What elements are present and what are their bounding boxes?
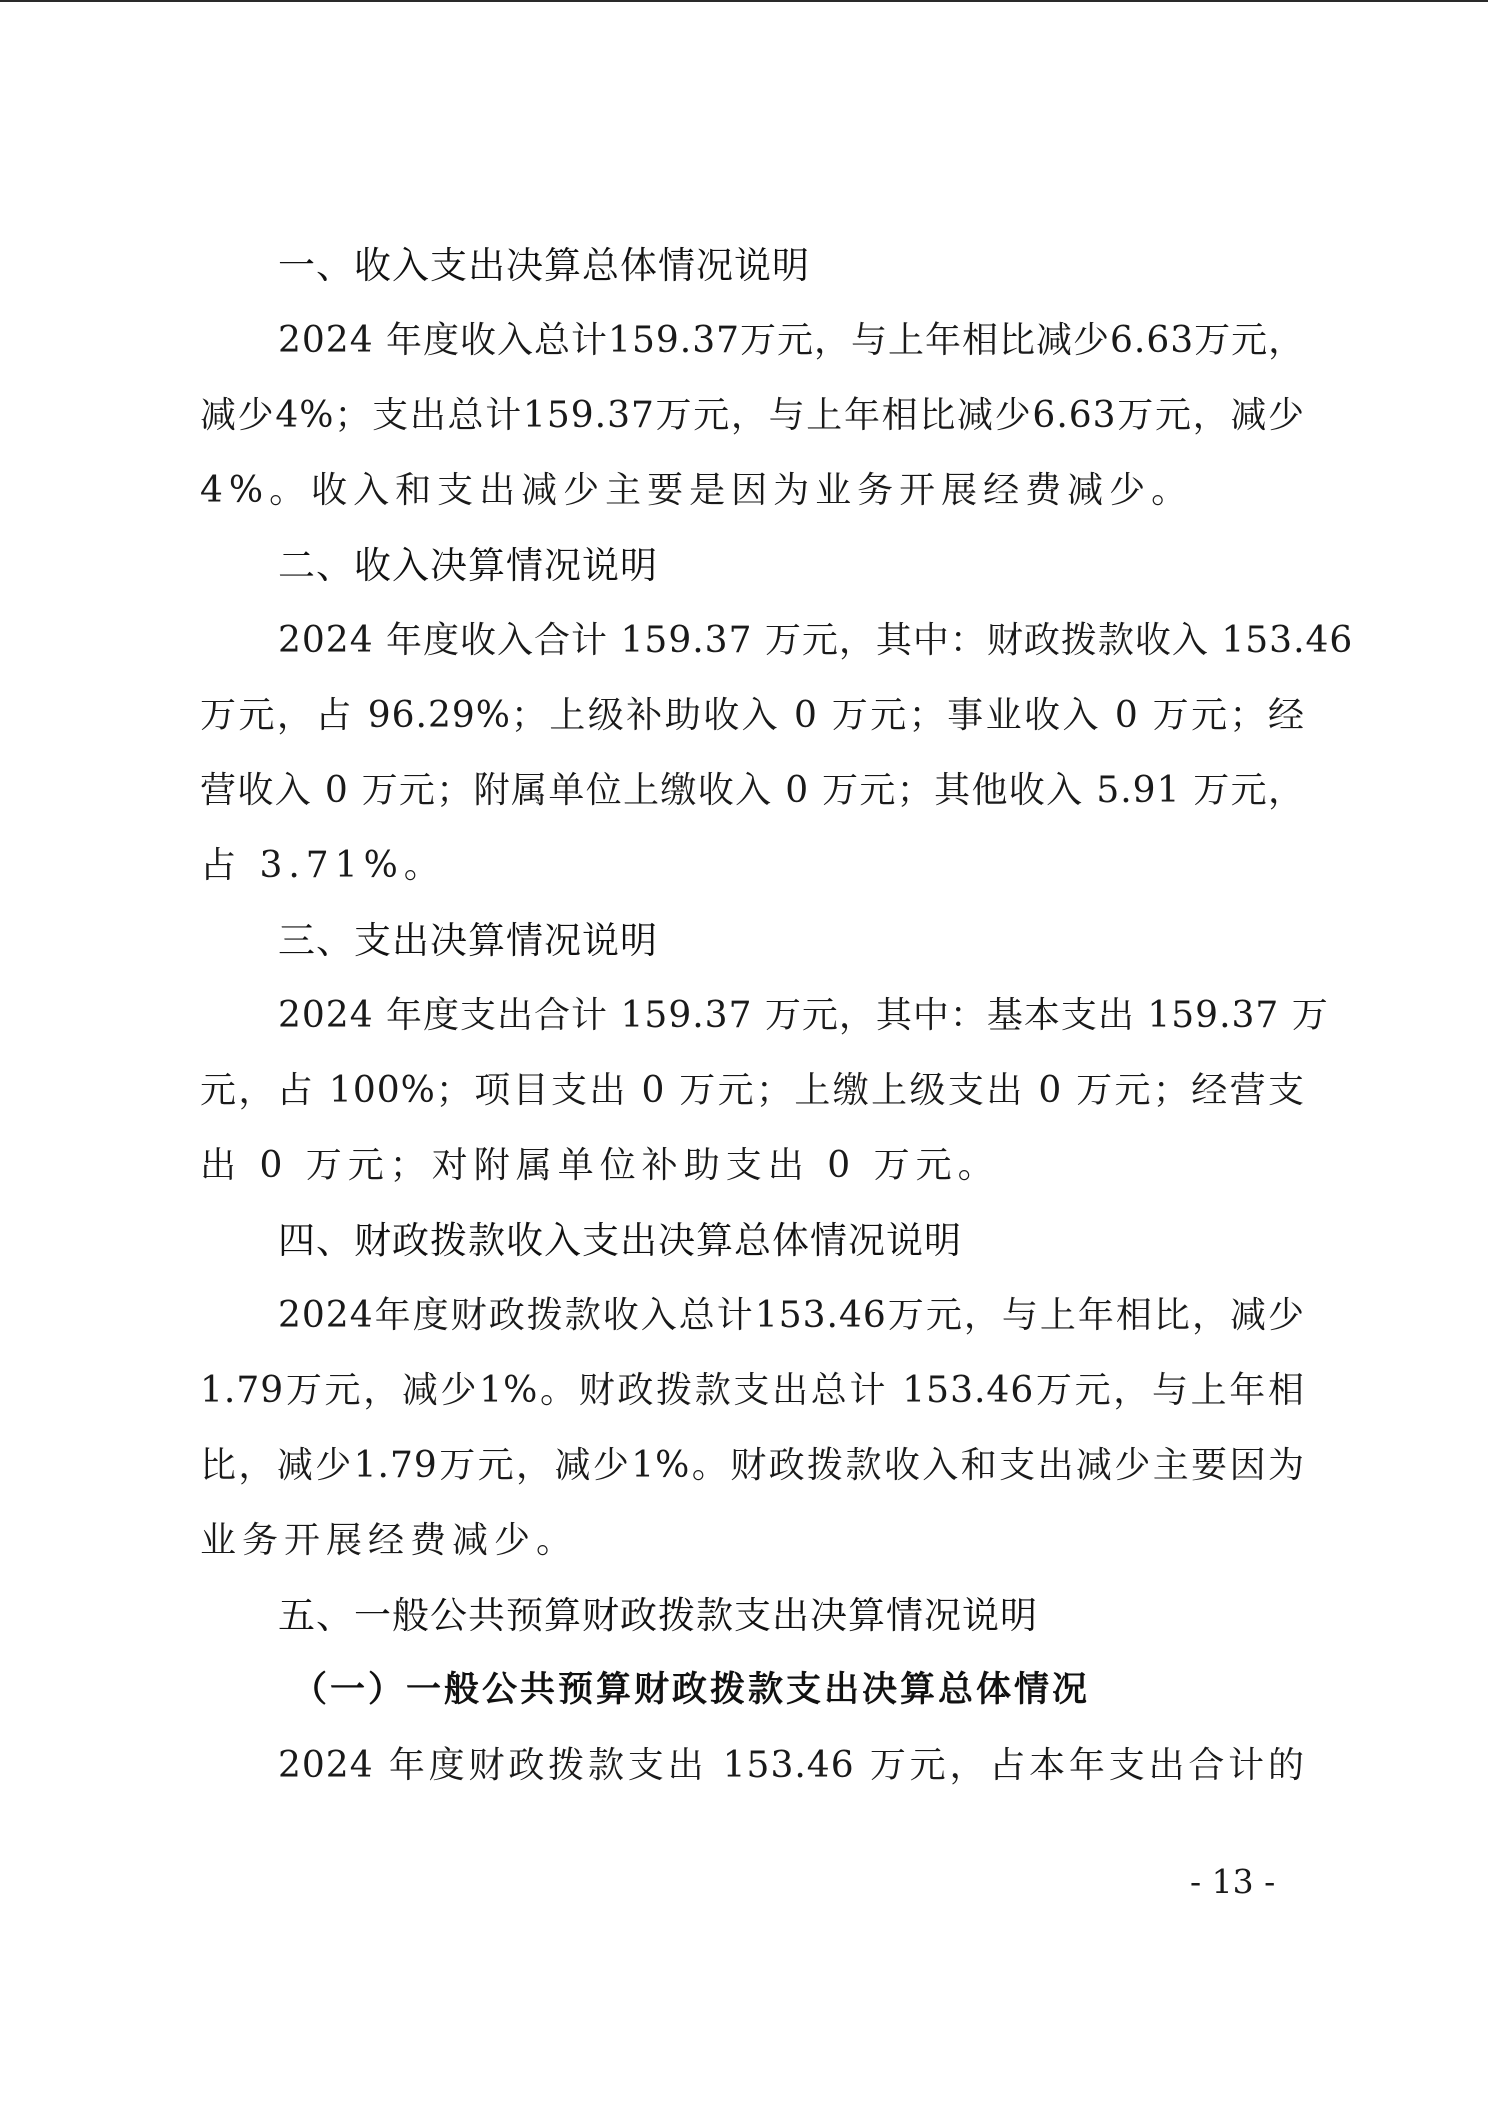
paragraph-line: 2024 年度财政拨款支出 153.46 万元，占本年支出合计的 bbox=[278, 1745, 1305, 1786]
paragraph-line: 4%。收入和支出减少主要是因为业务开展经费减少。 bbox=[200, 470, 1194, 511]
paragraph-line: 2024年度财政拨款收入总计153.46万元，与上年相比，减少 bbox=[278, 1295, 1305, 1336]
section-paragraph-2 bbox=[200, 603, 1354, 903]
paragraph-line: 出 0 万元；对附属单位补助支出 0 万元。 bbox=[200, 1145, 1000, 1186]
paragraph-line: 2024 年度收入合计 159.37 万元，其中：财政拨款收入 153.46 bbox=[278, 620, 1354, 661]
section-heading-3: 三、支出决算情况说明 bbox=[278, 919, 658, 962]
section-paragraph-5 bbox=[200, 1728, 1305, 1803]
top-border bbox=[0, 0, 1488, 2]
section-heading-4: 四、财政拨款收入支出决算总体情况说明 bbox=[278, 1219, 962, 1262]
paragraph-line: 2024 年度收入总计159.37万元，与上年相比减少6.63万元， bbox=[278, 320, 1306, 361]
section-heading-1: 一、收入支出决算总体情况说明 bbox=[278, 244, 810, 287]
paragraph-line: 元，占 100%；项目支出 0 万元；上缴上级支出 0 万元；经营支 bbox=[200, 1070, 1305, 1111]
paragraph-line: 万元，占 96.29%；上级补助收入 0 万元；事业收入 0 万元；经 bbox=[200, 695, 1305, 736]
section-paragraph-4 bbox=[200, 1278, 1305, 1578]
paragraph-line: 2024 年度支出合计 159.37 万元，其中：基本支出 159.37 万 bbox=[278, 995, 1329, 1036]
document-page bbox=[200, 228, 1354, 1803]
section-heading-2: 二、收入决算情况说明 bbox=[278, 544, 658, 587]
section-paragraph-1 bbox=[200, 303, 1305, 528]
section-subheading-5-1: （一）一般公共预算财政拨款支出决算总体情况 bbox=[292, 1670, 1091, 1710]
paragraph-line: 减少4%；支出总计159.37万元，与上年相比减少6.63万元，减少 bbox=[200, 395, 1305, 436]
paragraph-line: 1.79万元，减少1%。财政拨款支出总计 153.46万元，与上年相 bbox=[200, 1370, 1305, 1411]
paragraph-line: 比，减少1.79万元，减少1%。财政拨款收入和支出减少主要因为 bbox=[200, 1445, 1305, 1486]
paragraph-line: 营收入 0 万元；附属单位上缴收入 0 万元；其他收入 5.91 万元， bbox=[200, 770, 1305, 811]
page-number: - 13 - bbox=[1190, 1862, 1276, 1901]
section-paragraph-3 bbox=[200, 978, 1329, 1203]
paragraph-line: 占 3.71%。 bbox=[200, 845, 446, 886]
section-heading-5: 五、一般公共预算财政拨款支出决算情况说明 bbox=[278, 1594, 1038, 1637]
paragraph-line: 业务开展经费减少。 bbox=[200, 1520, 579, 1561]
